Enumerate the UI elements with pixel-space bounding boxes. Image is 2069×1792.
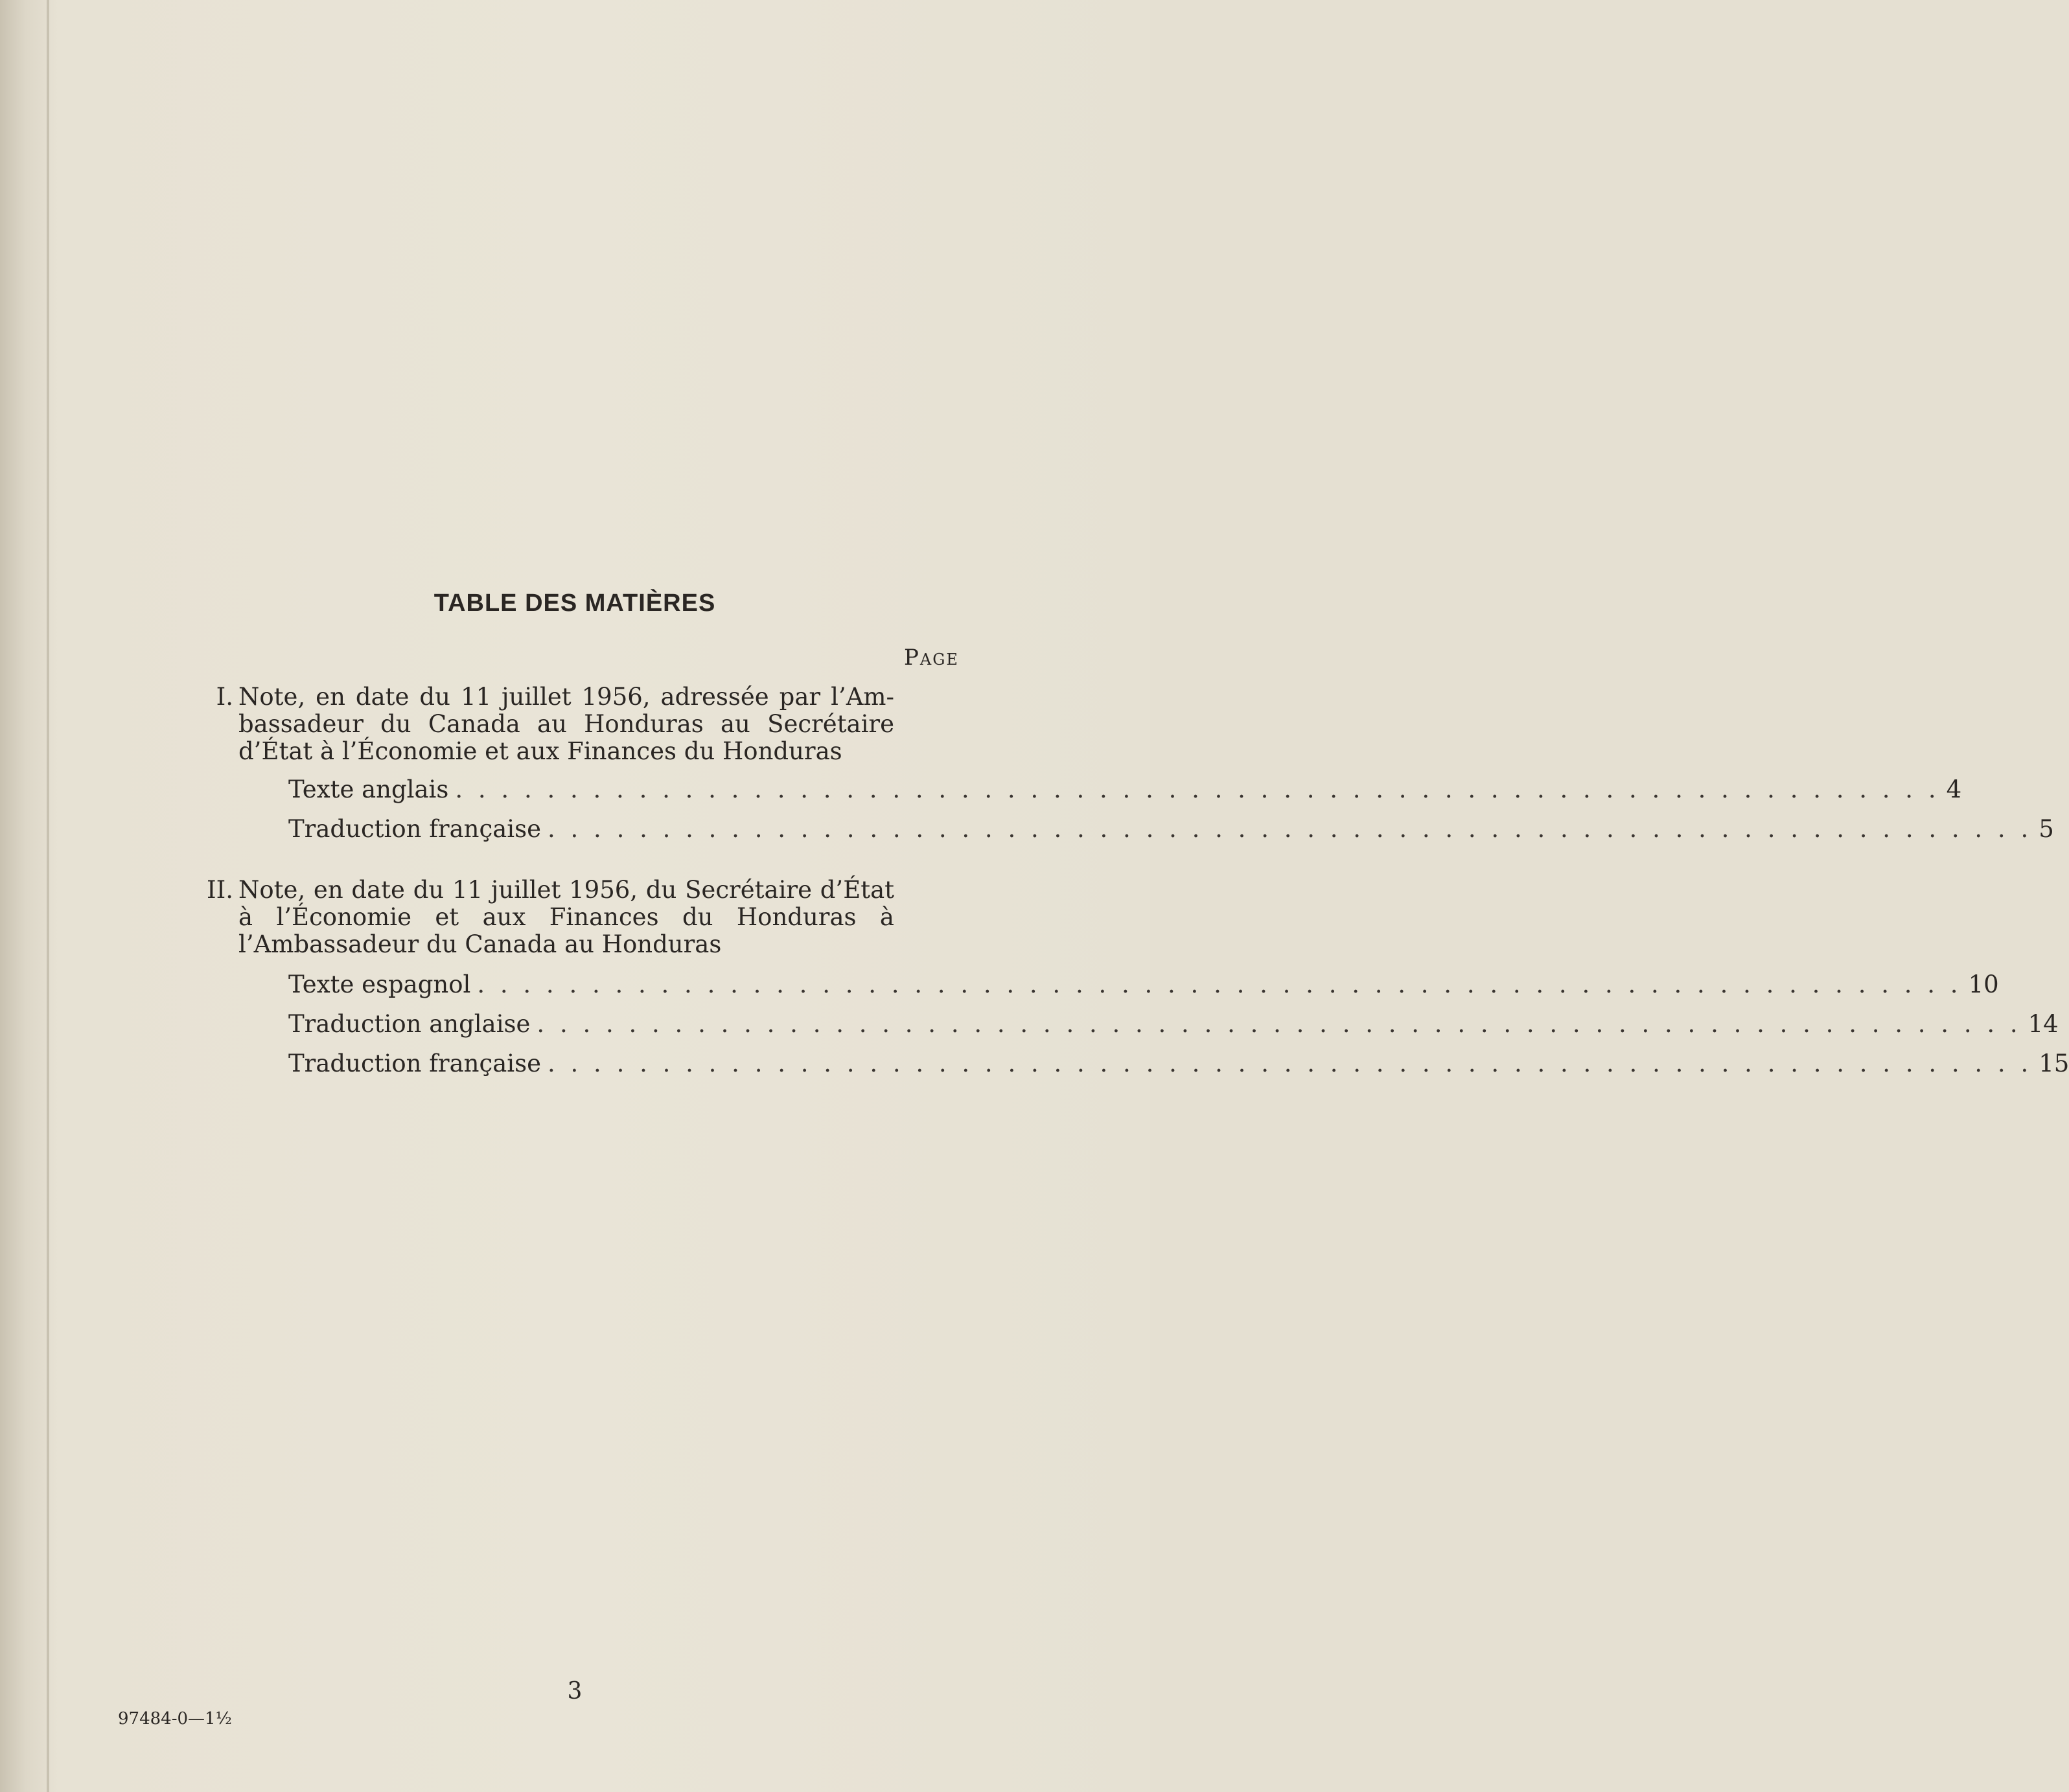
subentry-page: 10	[1968, 971, 1999, 998]
subentry-label: Traduction anglaise	[288, 1010, 531, 1038]
entry-line: à l’Économie et aux Finances du Honduras à	[238, 903, 894, 931]
entry-text	[238, 877, 894, 958]
subentry-label: Traduction française	[288, 1050, 541, 1077]
toc-subentry	[288, 1009, 2059, 1039]
toc-subentry	[288, 814, 2054, 844]
toc-subentry	[288, 970, 1999, 1000]
entry-number: I.	[216, 683, 233, 711]
subentry-page: 5	[2039, 815, 2054, 843]
binding-edge	[47, 0, 49, 1792]
toc-subentry	[288, 1049, 2069, 1079]
entry-line: bassadeur du Canada au Honduras au Secrétaire	[238, 710, 894, 738]
subentry-label: Texte espagnol	[288, 971, 471, 998]
subentry-label: Texte anglais	[288, 775, 449, 803]
leader-dots: . . . . . . . . . . . . . . . . . . . . . . . . . . . . . . . . . . . . . . . . . . . . . . . . . . . . . . . . . . . . . . . . .	[455, 775, 1940, 803]
leader-dots: . . . . . . . . . . . . . . . . . . . . . . . . . . . . . . . . . . . . . . . . . . . . . . . . . . . . . . . . . . . . . . . . .	[477, 971, 1962, 998]
page-number: 3	[567, 1678, 583, 1705]
entry-number: II.	[207, 876, 233, 904]
subentry-page: 14	[2028, 1010, 2059, 1038]
toc-title: TABLE DES MATIÈRES	[433, 590, 716, 617]
entry-text	[238, 683, 894, 765]
entry-line: Note, en date du 11 juillet 1956, adressée par l’Am-	[238, 683, 894, 711]
toc-subentry	[288, 775, 1962, 805]
entry-line: l’Ambassadeur du Canada au Honduras	[238, 930, 722, 958]
subentry-label: Traduction française	[288, 815, 541, 843]
page-column-header: Page	[904, 645, 959, 671]
leader-dots: . . . . . . . . . . . . . . . . . . . . . . . . . . . . . . . . . . . . . . . . . . . . . . . . . . . . . . . . . . . . . . . . .	[537, 1010, 2022, 1038]
toc-entry-2	[175, 877, 894, 958]
entry-line: d’État à l’Économie et aux Finances du Honduras	[238, 737, 842, 765]
subentry-page: 15	[2039, 1050, 2069, 1077]
leader-dots: . . . . . . . . . . . . . . . . . . . . . . . . . . . . . . . . . . . . . . . . . . . . . . . . . . . . . . . . . . . . . . . . .	[548, 815, 2033, 843]
subentry-page: 4	[1946, 775, 1962, 803]
entry-line: Note, en date du 11 juillet 1956, du Secrétaire d’État	[238, 876, 894, 904]
print-code: 97484-0—1½	[118, 1709, 232, 1729]
toc-entry-1	[175, 683, 894, 765]
leader-dots: . . . . . . . . . . . . . . . . . . . . . . . . . . . . . . . . . . . . . . . . . . . . . . . . . . . . . . . . . . . . . . . . .	[548, 1050, 2033, 1077]
